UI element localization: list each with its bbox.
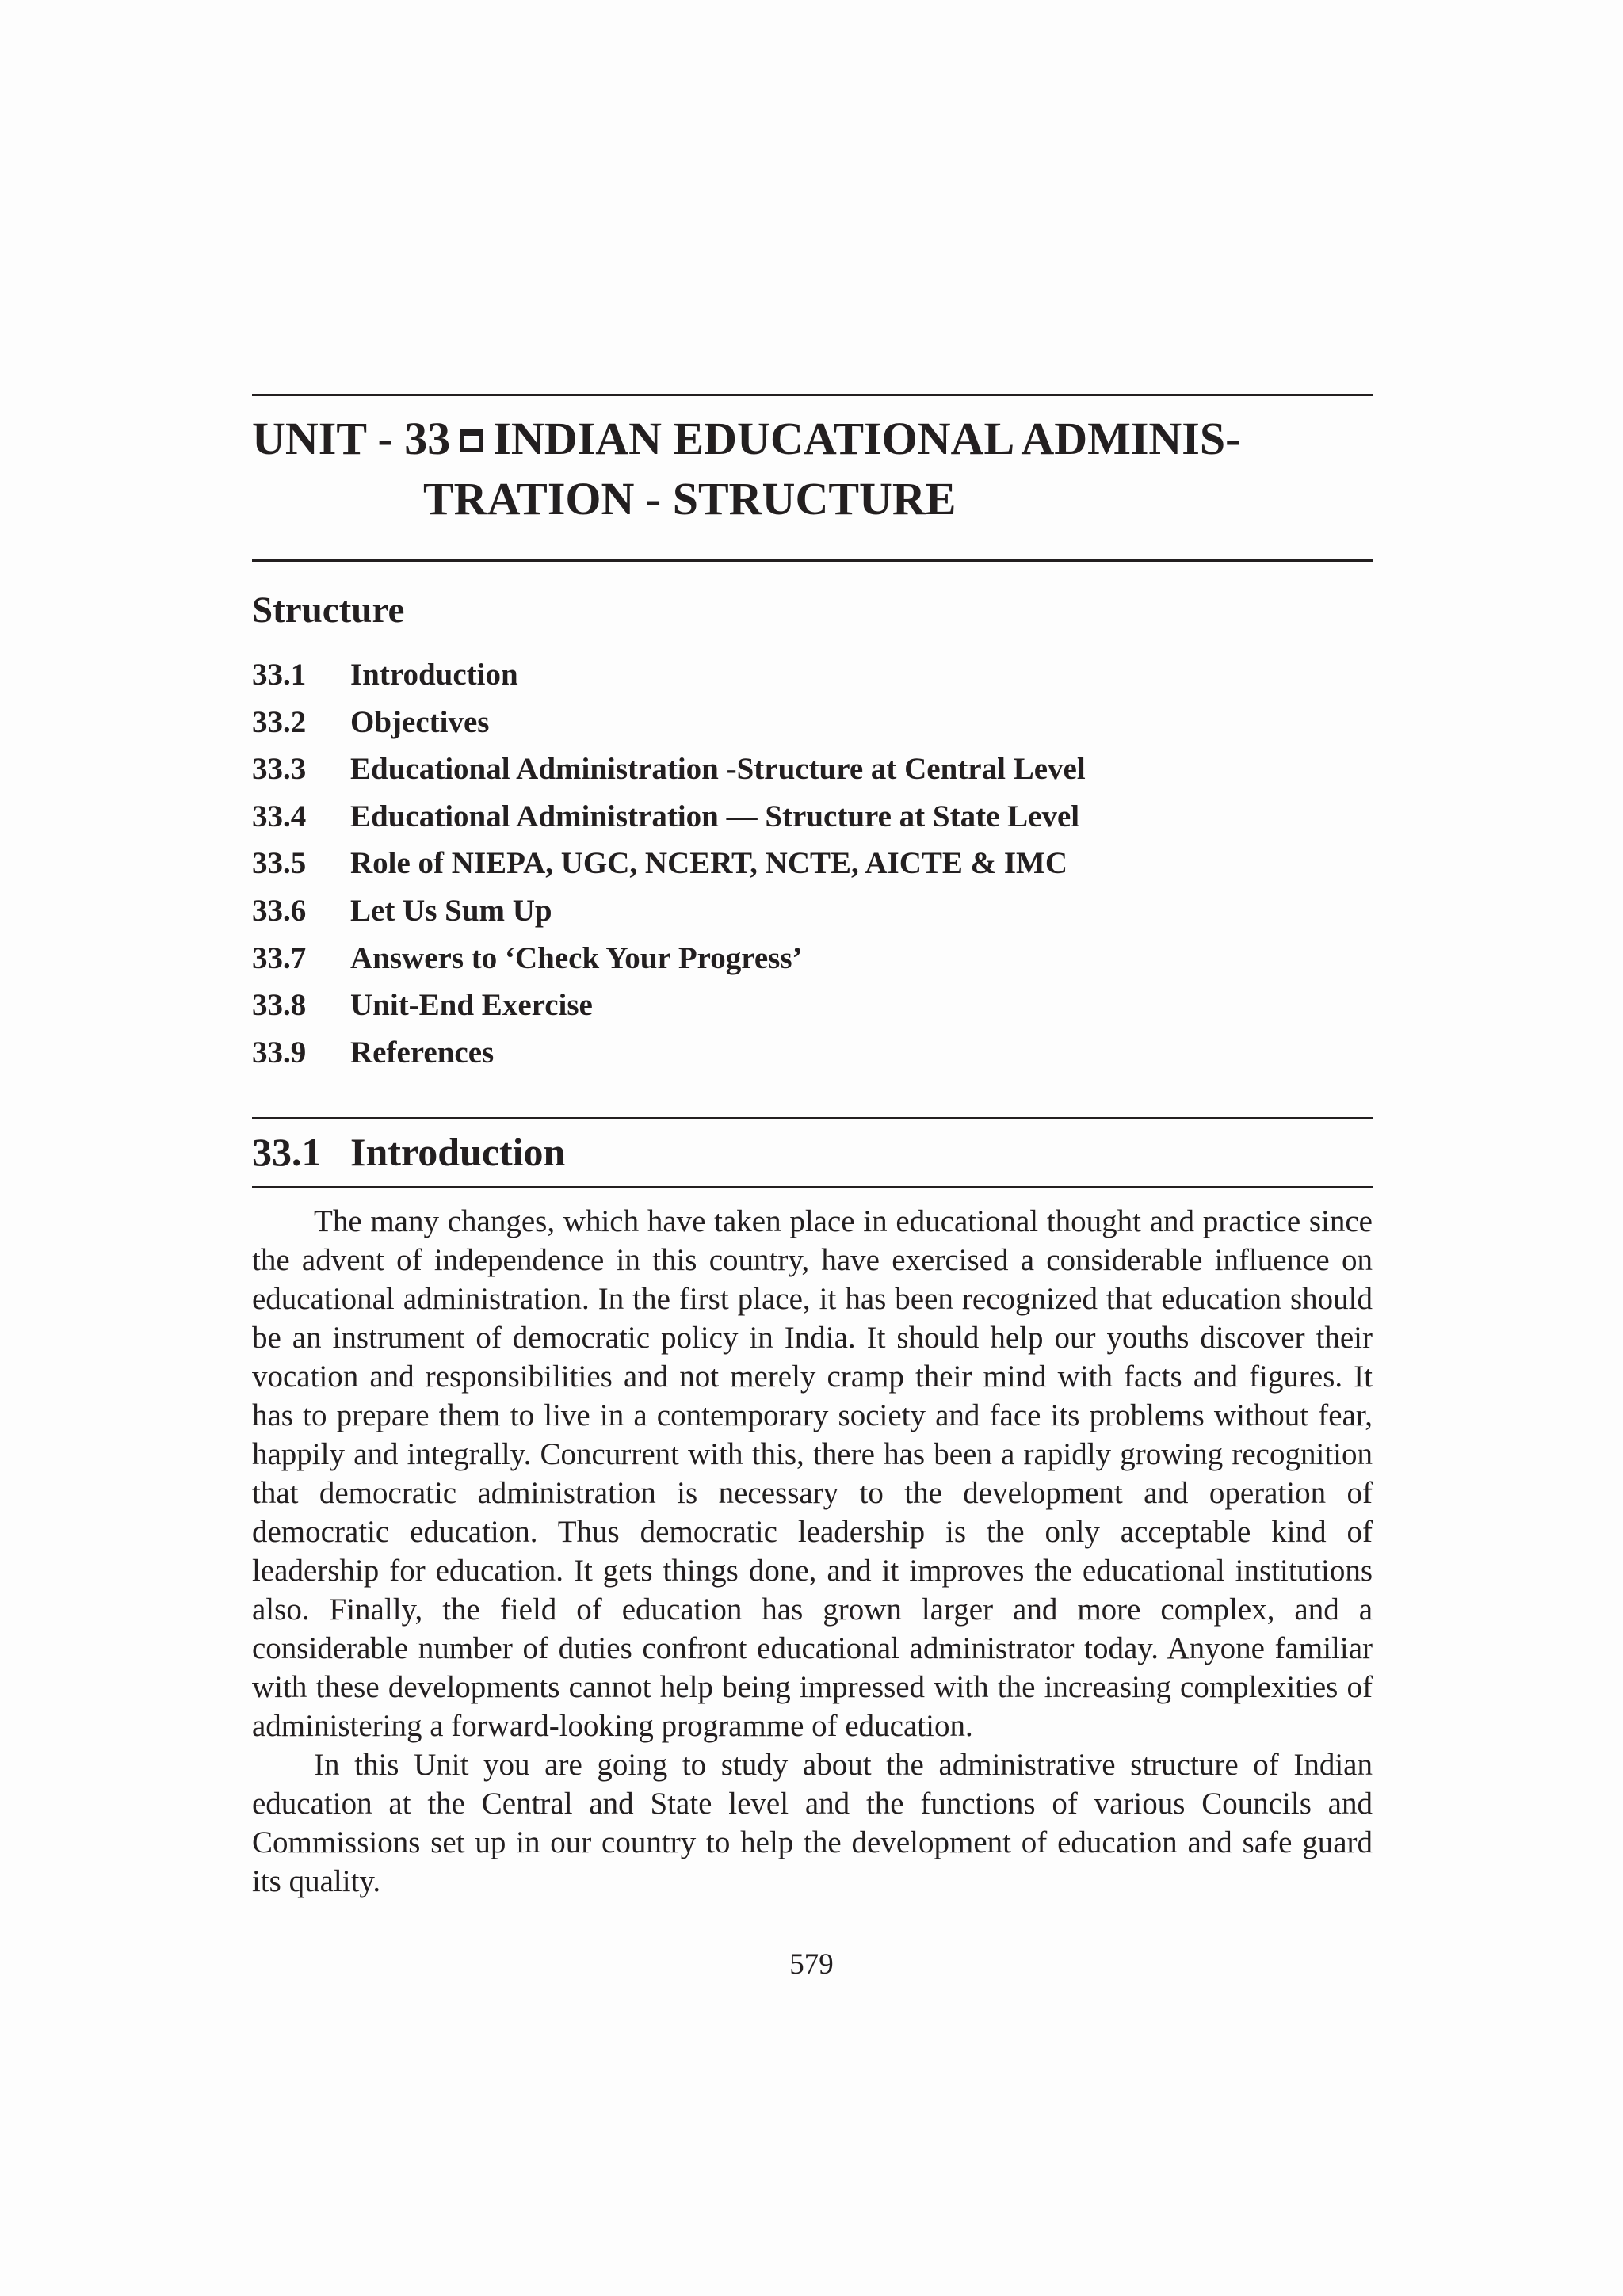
introduction-body [252, 1202, 1373, 1901]
list-item [252, 982, 1086, 1029]
unit-title-line1: INDIAN EDUCATIONAL ADMINIS- [493, 413, 1241, 464]
item-label: Educational Administration -Structure at Central Level [350, 752, 1086, 787]
section-number: 33.1 [252, 1130, 322, 1174]
top-rule [252, 394, 1373, 396]
list-item [252, 793, 1086, 841]
box-bullet-icon [460, 429, 483, 452]
section-bottom-rule [252, 1186, 1373, 1188]
item-label: Let Us Sum Up [350, 893, 552, 928]
item-label: Introduction [350, 658, 518, 692]
structure-heading: Structure [252, 589, 405, 631]
item-label: Objectives [350, 704, 490, 739]
item-number: 33.7 [252, 940, 307, 975]
introduction-heading [252, 1127, 565, 1177]
list-item [252, 887, 1086, 935]
item-label: Educational Administration — Structure at State Level [350, 799, 1080, 833]
item-label: Answers to ‘Check Your Progress’ [350, 940, 803, 975]
unit-title [252, 409, 1377, 529]
item-number: 33.9 [252, 1035, 307, 1070]
page-number: 579 [789, 1948, 834, 1981]
unit-label: UNIT - 33 [252, 413, 451, 464]
list-item [252, 935, 1086, 982]
item-number: 33.8 [252, 988, 307, 1023]
section-title: Introduction [350, 1130, 566, 1174]
item-label: Unit-End Exercise [350, 988, 593, 1023]
paragraph: In this Unit you are going to study about the administrative structure of Indian education at the Central and State level and the functions of various Councils and Commissions set up in our country to help the development of education and safe guard its quality. [252, 1748, 1373, 1898]
structure-list [252, 651, 1086, 1076]
title-bottom-rule [252, 559, 1373, 562]
list-item [252, 699, 1086, 746]
list-item [252, 840, 1086, 887]
item-number: 33.5 [252, 846, 307, 881]
item-number: 33.2 [252, 704, 307, 739]
item-number: 33.6 [252, 893, 307, 928]
item-number: 33.3 [252, 752, 307, 787]
item-number: 33.1 [252, 658, 307, 692]
unit-title-line2: TRATION - STRUCTURE [423, 473, 957, 524]
list-item [252, 746, 1086, 793]
paragraph: The many changes, which have taken place in educational thought and practice since the advent of independence in this country, have exercised a considerable influence on educational administration. In the first place, it has been recognized that education should be an instrument of democratic policy in India. It should help our youths discover their vocation and responsibilities and not merely cramp their mind with facts and figures. It has to prepare them to live in a contemporary society and face its problems without fear, happily and integrally. Concurrent with this, there has been a rapidly growing recognition that democratic administration is necessary to the development and operation of democratic education. Thus democratic leadership is the only acceptable kind of leadership for education. It gets things done, and it improves the educational institutions also. Finally, the field of education has grown larger and more complex, and a considerable number of duties confront educational administrator today. Anyone familiar with these developments cannot help being impressed with the increasing complexities of administering a forward-looking programme of education. [252, 1204, 1373, 1743]
item-label: References [350, 1035, 495, 1070]
list-item [252, 1029, 1086, 1077]
item-number: 33.4 [252, 799, 307, 833]
section-top-rule [252, 1117, 1373, 1119]
list-item [252, 651, 1086, 699]
item-label: Role of NIEPA, UGC, NCERT, NCTE, AICTE & IMC [350, 846, 1068, 881]
